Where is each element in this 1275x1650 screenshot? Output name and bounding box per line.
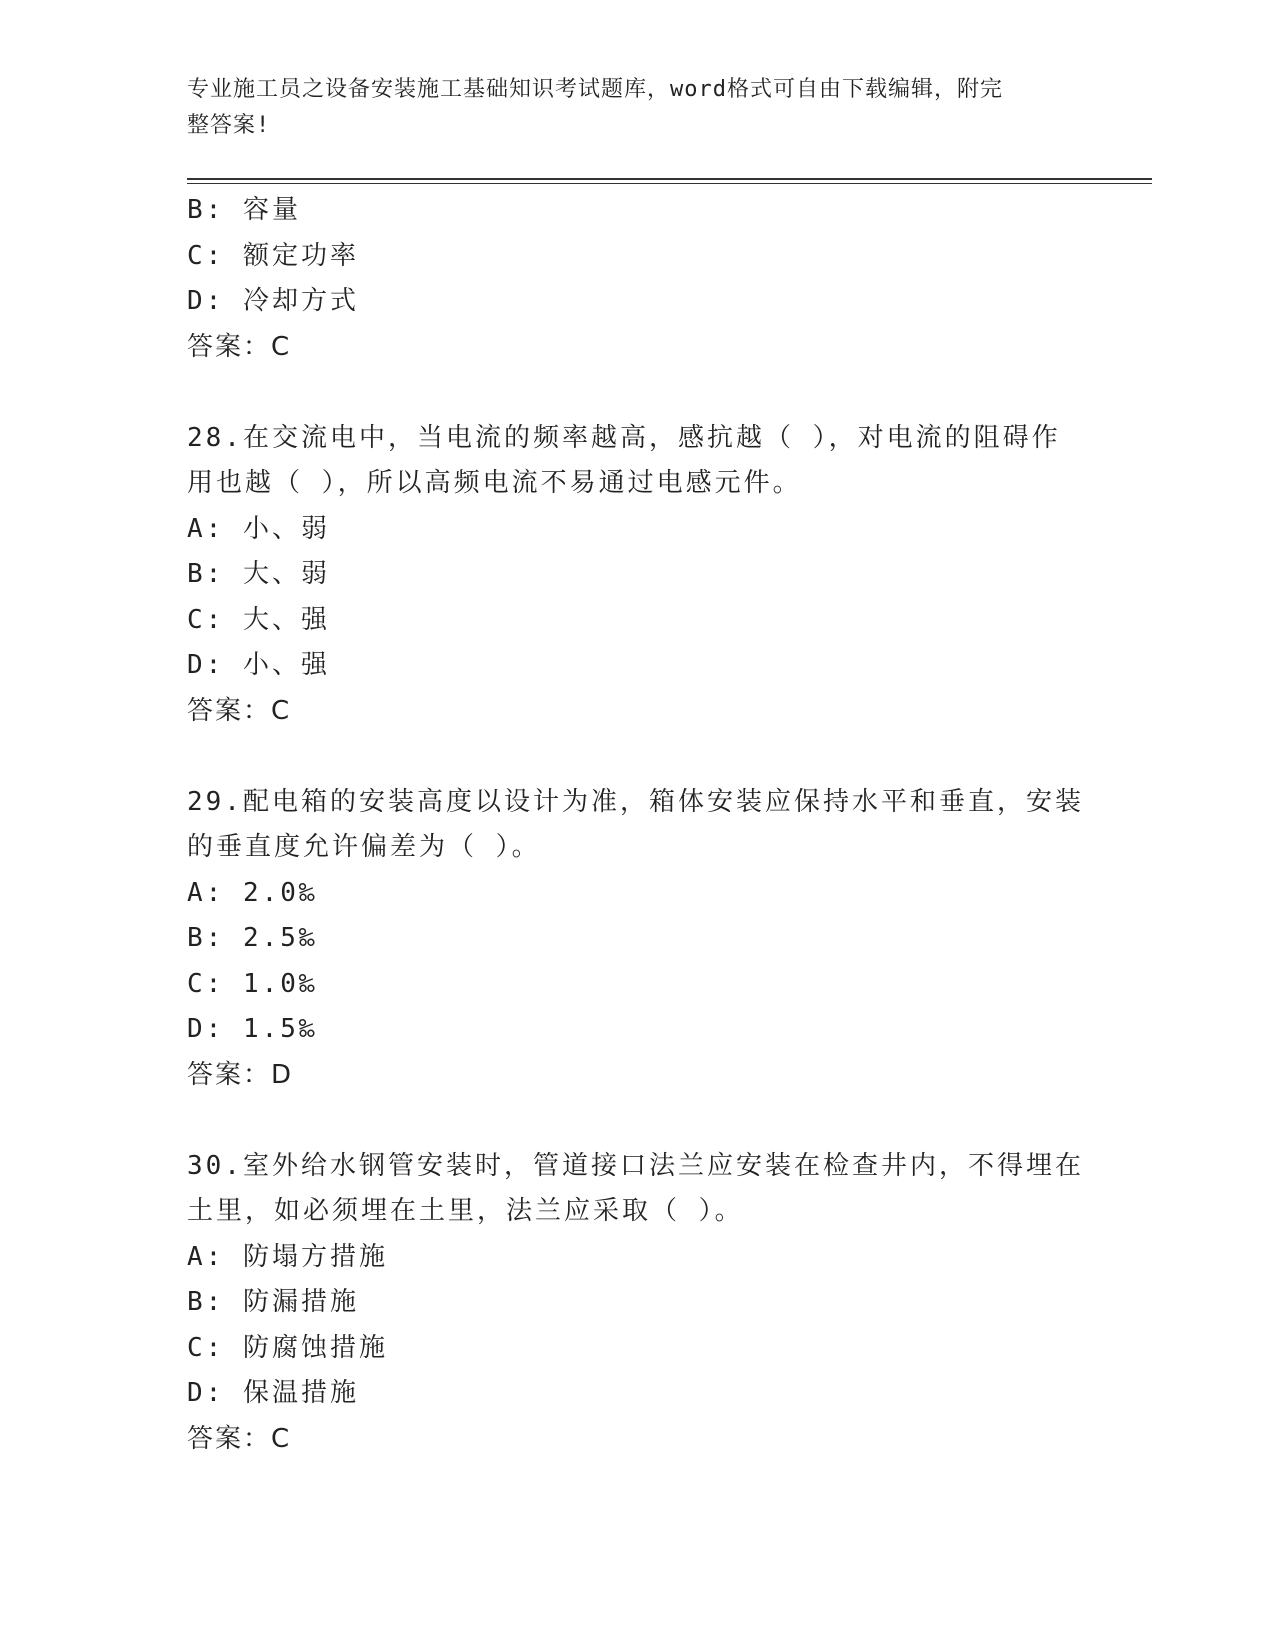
spacer xyxy=(187,734,1087,780)
option-a: A: 2.0‰ xyxy=(187,877,318,908)
previous-question-tail xyxy=(187,188,1087,370)
option-c: C: 大、强 xyxy=(187,604,330,635)
spacer xyxy=(187,370,1087,416)
option-d: D: 冷却方式 xyxy=(187,286,359,316)
answer-line: 答案：C xyxy=(187,1423,292,1454)
option-a: A: 小、弱 xyxy=(187,513,330,544)
option-c: C: 防腐蚀措施 xyxy=(187,1332,388,1363)
question-stem-line-2: 的垂直度允许偏差为（ ）。 xyxy=(187,832,541,862)
question-stem-line-1: 28.在交流电中，当电流的频率越高，感抗越（ ），对电流的阻碍作 xyxy=(187,422,1061,453)
option-a: A: 防塌方措施 xyxy=(187,1241,388,1272)
question-list xyxy=(187,188,1087,1462)
question-29 xyxy=(187,780,1087,1099)
header-line-1: 专业施工员之设备安装施工基础知识考试题库，word格式可自由下载编辑，附完 xyxy=(187,77,1003,102)
header-divider-thin xyxy=(187,183,1152,184)
option-b: B: 防漏措施 xyxy=(187,1287,359,1317)
option-c: C: 额定功率 xyxy=(187,240,359,271)
option-c: C: 1.0‰ xyxy=(187,968,318,999)
question-stem-line-2: 用也越（ ），所以高频电流不易通过电感元件。 xyxy=(187,468,802,498)
answer-line: 答案：C xyxy=(187,331,292,362)
option-b: B: 2.5‰ xyxy=(187,923,318,953)
question-stem-line-1: 30.室外给水钢管安装时，管道接口法兰应安装在检查井内，不得埋在 xyxy=(187,1150,1084,1181)
answer-line: 答案：D xyxy=(187,1059,294,1090)
header-line-2: 整答案! xyxy=(187,113,271,138)
question-28 xyxy=(187,416,1087,735)
answer-line: 答案：C xyxy=(187,695,292,726)
option-b: B: 大、弱 xyxy=(187,559,330,589)
document-header xyxy=(187,72,1087,144)
option-d: D: 1.5‰ xyxy=(187,1014,318,1044)
spacer xyxy=(187,1098,1087,1144)
header-divider-thick xyxy=(187,178,1152,180)
option-d: D: 小、强 xyxy=(187,650,330,680)
question-stem-line-2: 土里，如必须埋在土里，法兰应采取（ ）。 xyxy=(187,1196,744,1226)
option-b: B: 容量 xyxy=(187,195,301,225)
option-d: D: 保温措施 xyxy=(187,1378,359,1408)
question-30 xyxy=(187,1144,1087,1463)
question-stem-line-1: 29.配电箱的安装高度以设计为准，箱体安装应保持水平和垂直，安装 xyxy=(187,786,1084,817)
